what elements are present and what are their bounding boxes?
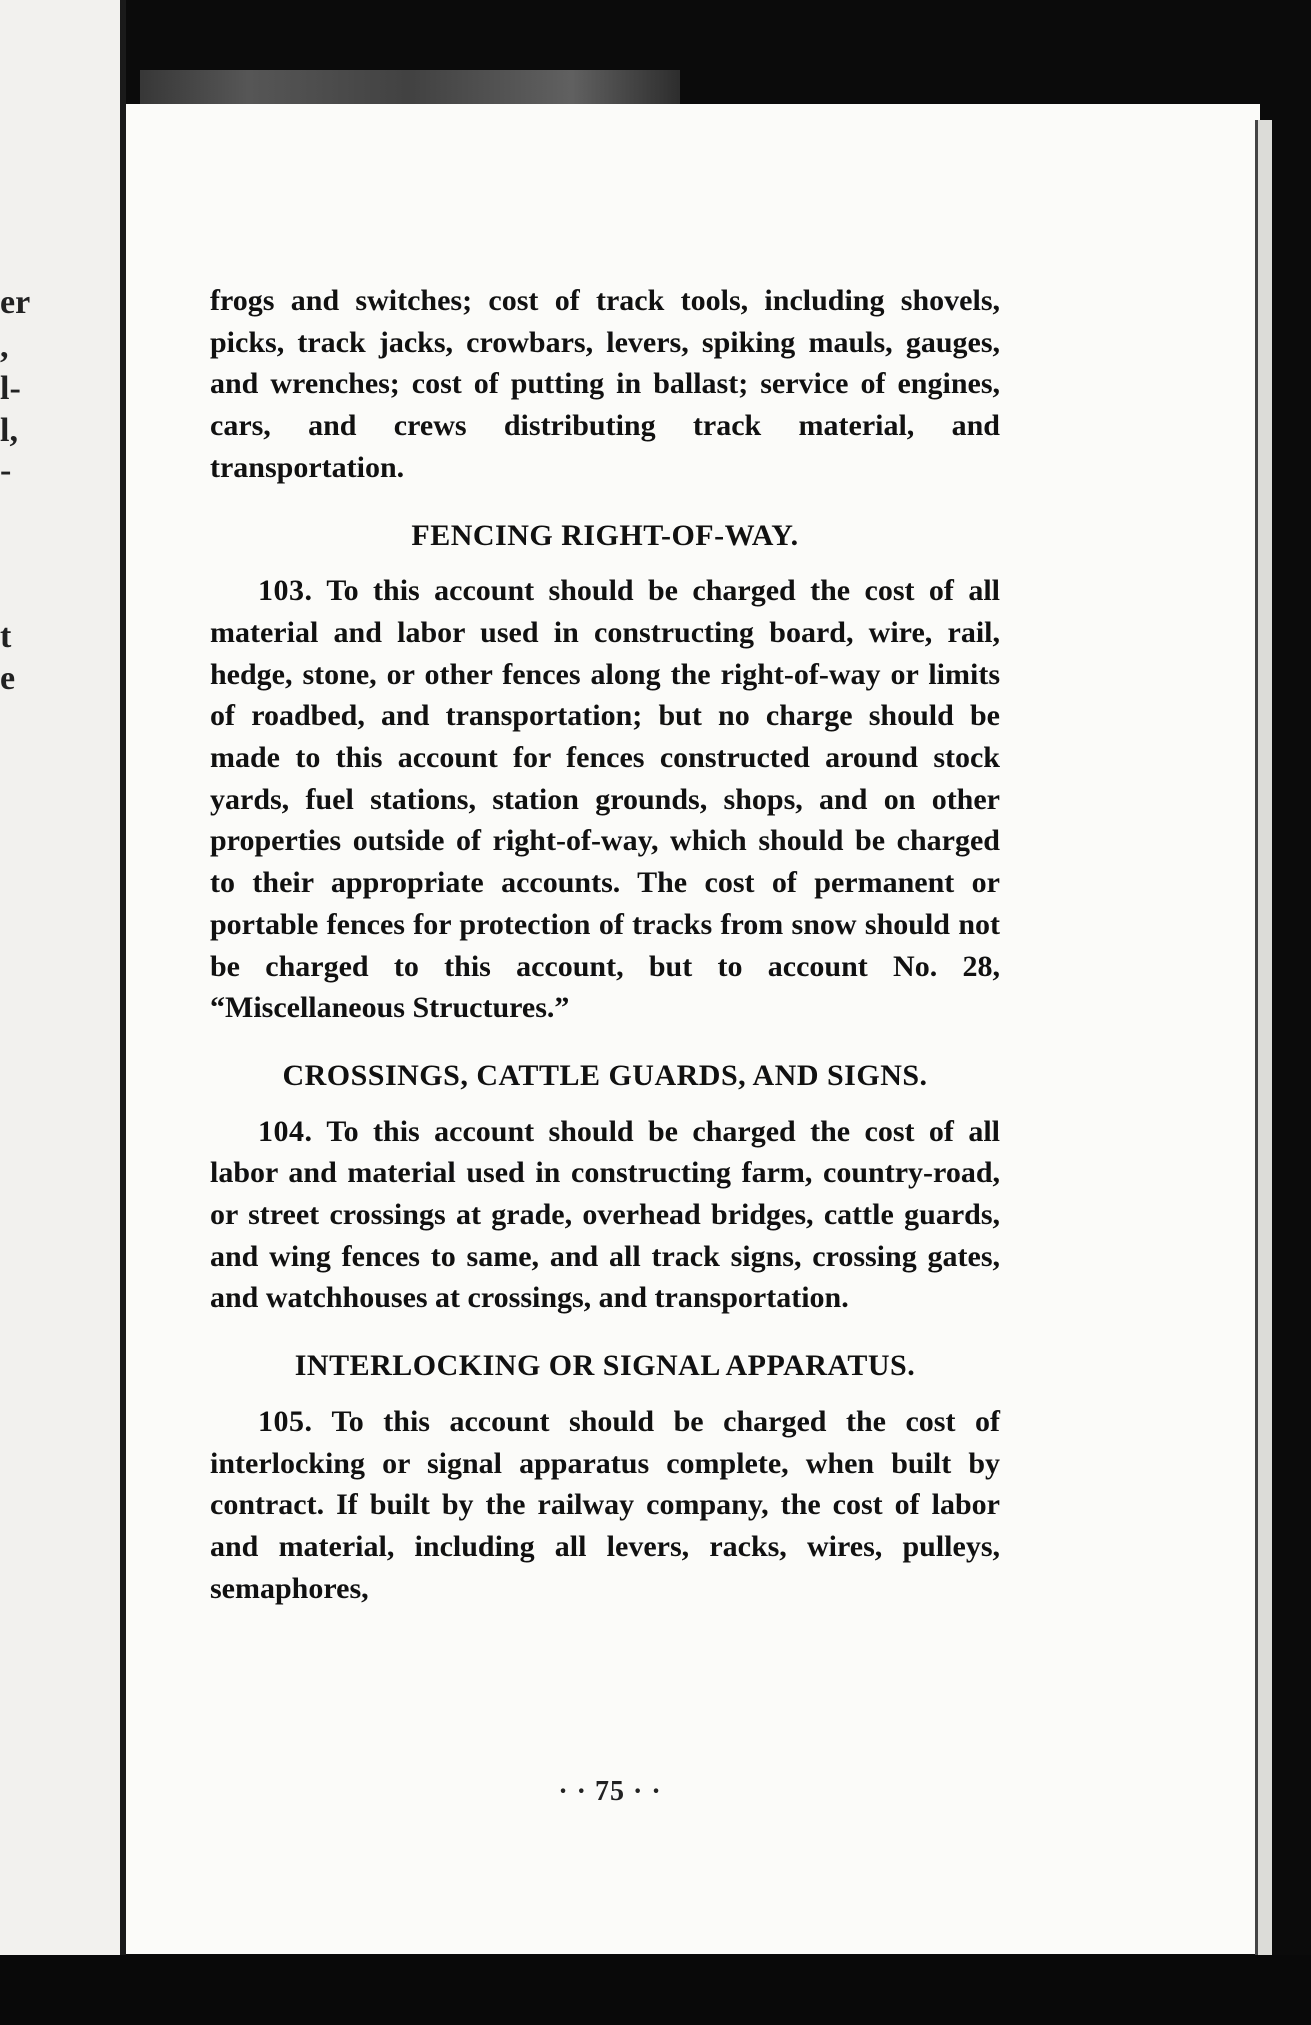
section-paragraph [210,1111,1000,1320]
margin-fragment: , [0,328,9,365]
page-number: · · 75 · · [558,1776,662,1807]
margin-fragment: l, [0,412,18,449]
account-number: 105. [258,1404,313,1438]
section-heading: CROSSINGS, CATTLE GUARDS, AND SIGNS. [282,1058,928,1092]
section-heading: INTERLOCKING OR SIGNAL APPARATUS. [294,1349,916,1383]
section-heading: FENCING RIGHT-OF-WAY. [411,518,799,552]
account-text: To this account should be charged the cost of interlocking or signal apparatus complete, when built by contract. If built by the railway company, the cost of labor and material, including all levers, racks, wires, pulleys, semaphores, [210,1404,1000,1605]
account-number: 104. [258,1114,313,1148]
margin-fragment: er [0,284,31,321]
account-text: To this account should be charged the cost of all labor and material used in constructing farm, country-road, or street crossings at grade, overhead bridges, cattle guards, and wing fences to same, and all track signs, crossing gates, and watchhouses at crossings, and transportation. [210,1114,1000,1315]
adjacent-page-strip [0,0,126,2025]
account-number: 103. [258,574,313,608]
margin-fragment: l- [0,370,21,407]
account-text: To this account should be charged the cost of all material and labor used in constructing board, wire, rail, hedge, stone, or other fences along the right-of-way or limits of roadbed, and transportation; but no charge should be made to this account for fences constructed around stock yards, fuel stations, station grounds, shops, and on other properties outside of right-of-way, which should be charged to their appropriate accounts. The cost of permanent or portable fences for protection of tracks from snow should not be charged to this account, but to account No. 28, “Miscellaneous Structures.” [210,574,1000,1025]
margin-fragment: e [0,660,16,697]
scan-border [0,1955,1311,2025]
section-paragraph [210,570,1000,1029]
page-edge [1255,120,1272,1980]
intro-paragraph: frogs and switches; cost of track tools, including shovels, picks, track jacks, crowbars, levers, spiking mauls, gauges, and wrenches; cost of putting in ballast; service of engines, cars, and crews distributing track material, and transportation. [210,284,1000,484]
section-paragraph [210,1401,1000,1610]
margin-fragment: t [0,618,12,655]
page-text [210,280,1000,1609]
margin-fragment: - [0,452,12,489]
scan-smudge [140,70,680,106]
